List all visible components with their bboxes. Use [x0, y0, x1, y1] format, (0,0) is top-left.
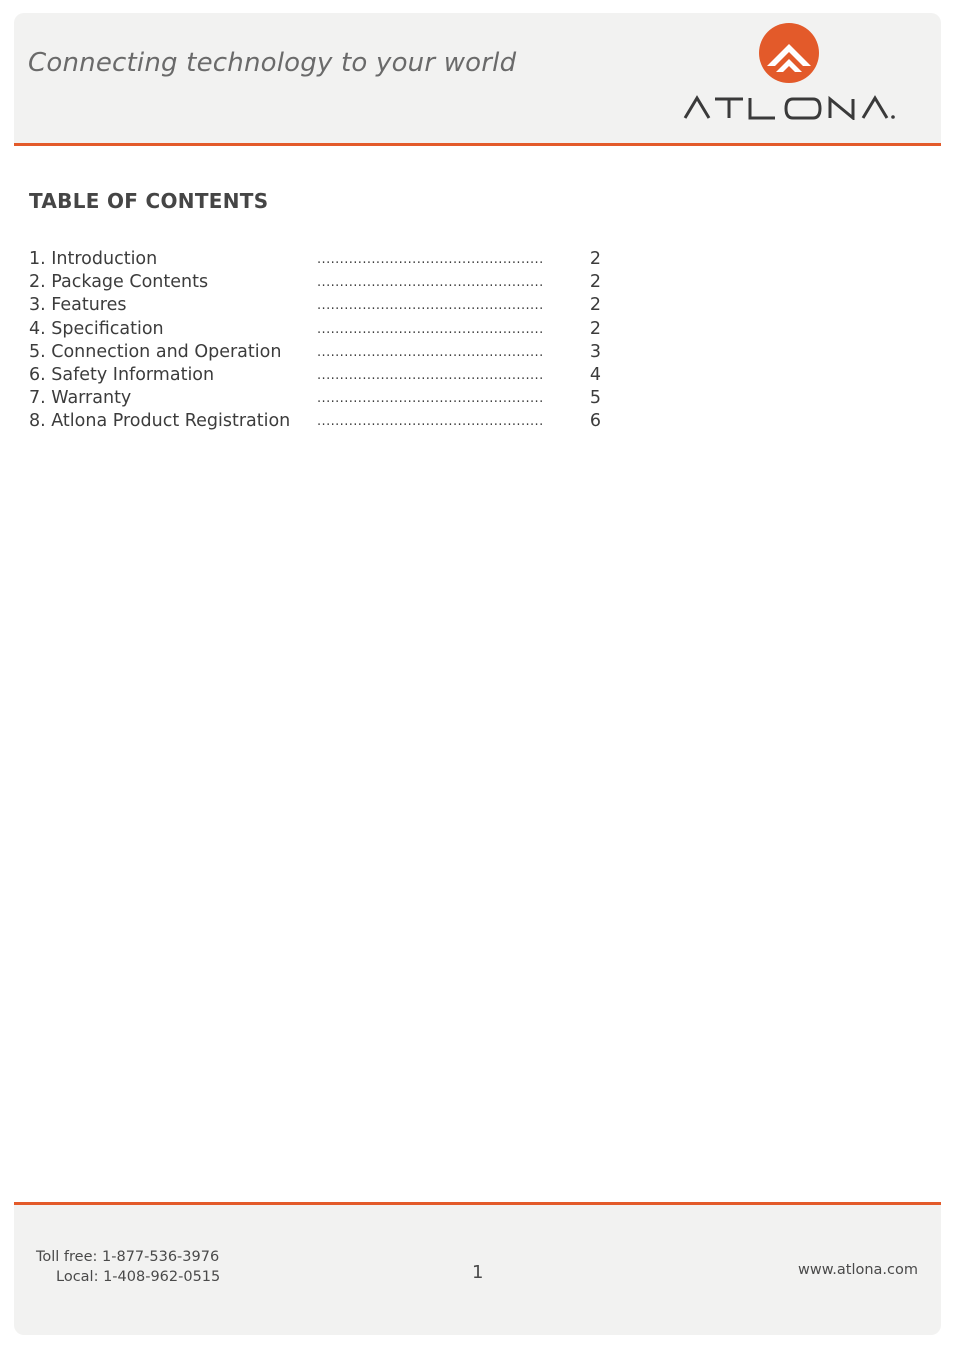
toc-entry-page: 2: [589, 295, 601, 316]
toc-entry-page: 5: [589, 388, 601, 409]
toc-leader-dots: ..................................................: [317, 391, 544, 407]
website-link[interactable]: www.atlona.com: [798, 1262, 918, 1278]
toc-title: TABLE OF CONTENTS: [29, 189, 269, 213]
toc-leader-dots: ..................................................: [317, 414, 544, 430]
toc-entry[interactable]: [29, 341, 601, 364]
toc-entry[interactable]: [29, 318, 601, 341]
toc-entry-label: 8. Atlona Product Registration: [29, 411, 291, 432]
toc-entry[interactable]: [29, 387, 601, 410]
toc-entry[interactable]: [29, 271, 601, 294]
toc-entry-label: 7. Warranty: [29, 388, 132, 409]
toc-entry-page: 6: [589, 411, 601, 432]
toc-entry-page: 3: [589, 341, 601, 362]
atlona-logo-icon: [758, 22, 820, 84]
toc-leader-dots: ..................................................: [317, 275, 544, 291]
header-tagline: Connecting technology to your world: [28, 48, 517, 78]
local-phone: Local: 1-408-962-0515: [56, 1269, 221, 1285]
toc-entry-page: 2: [589, 249, 601, 269]
toc-leader-dots: ..................................................: [317, 252, 544, 267]
toc-entry[interactable]: [29, 248, 601, 271]
toll-free-phone: Toll free: 1-877-536-3976: [36, 1249, 220, 1265]
toc-entry[interactable]: [29, 410, 601, 433]
toc-leader-dots: ..................................................: [317, 321, 544, 337]
toc-leader-dots: ..................................................: [317, 344, 544, 360]
table-of-contents: [29, 248, 601, 434]
toc-entry-label: 3. Features: [29, 295, 127, 316]
toc-entry-page: 4: [589, 364, 601, 385]
atlona-wordmark: [683, 94, 898, 120]
toc-leader-dots: ..................................................: [317, 367, 544, 383]
toc-entry-page: 2: [589, 318, 601, 339]
toc-entry-label: 6. Safety Information: [29, 364, 215, 385]
toc-entry-label: 1. Introduction: [29, 249, 158, 269]
header-divider: [14, 143, 941, 146]
toc-entry-page: 2: [589, 272, 601, 293]
toc-entry-label: 4. Specification: [29, 318, 164, 339]
toc-entry-label: 5. Connection and Operation: [29, 341, 282, 362]
toc-entry[interactable]: [29, 294, 601, 317]
page-number: 1: [472, 1262, 484, 1283]
toc-leader-dots: ..................................................: [317, 298, 544, 314]
toc-entry-label: 2. Package Contents: [29, 272, 209, 293]
toc-entry[interactable]: [29, 364, 601, 387]
